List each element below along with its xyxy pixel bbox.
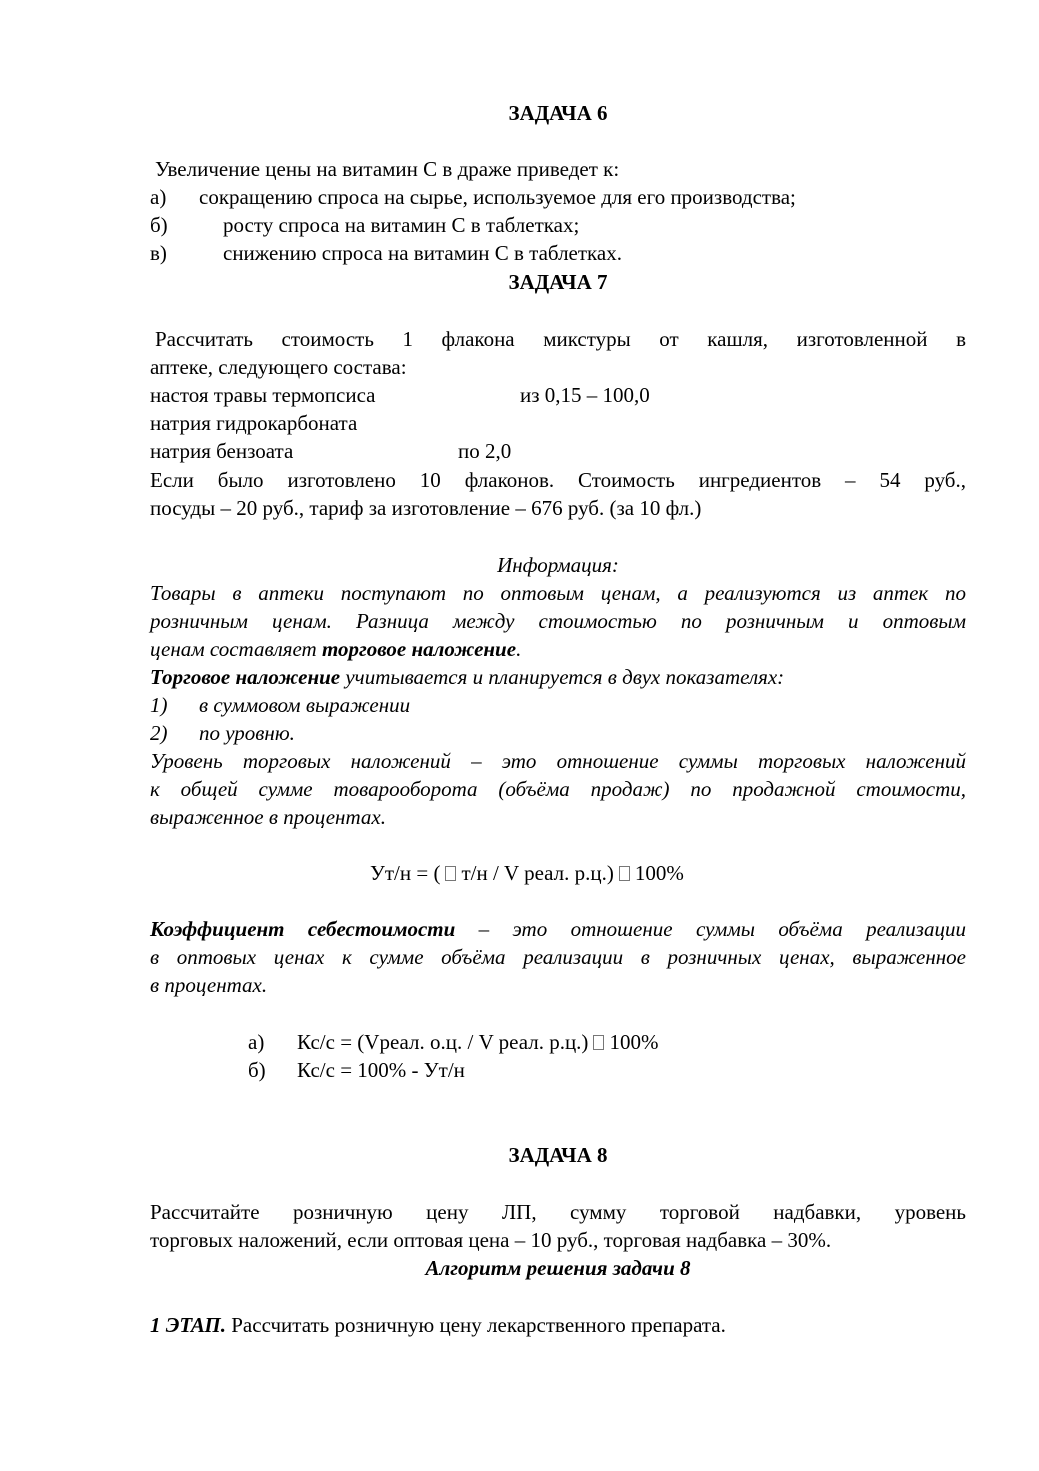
info-p4-line3: в процентах.	[150, 973, 268, 997]
formula-part: 100%	[609, 1030, 659, 1054]
task8-line1: Рассчитайте розничную цену ЛП, сумму торговой надбавки, уровень	[150, 1200, 966, 1224]
text-run: ценам составляет	[150, 637, 322, 661]
info-heading: Информация:	[497, 553, 619, 577]
formula-part: 100%	[634, 861, 684, 885]
formula-part: т/н / V реал. р.ц.)	[461, 861, 614, 885]
formula-body: Кс/с = 100% - Ут/н	[297, 1058, 465, 1082]
ingredient-name: настоя травы термопсиса	[150, 383, 376, 407]
option-text: росту спроса на витамин С в таблетках;	[223, 213, 580, 237]
sigma-symbol-icon	[445, 866, 456, 881]
list-text: по уровню.	[199, 721, 295, 745]
task7-line1: Рассчитать стоимость 1 флакона микстуры от кашля, изготовленной в	[155, 327, 966, 351]
task7-cost-line2: посуды – 20 руб., тариф за изготовление – 676 руб. (за 10 фл.)	[150, 496, 702, 520]
term-cost-coefficient: Коэффициент себестоимости	[150, 917, 456, 941]
ingredient-amount: из 0,15 – 100,0	[520, 383, 650, 407]
formula-level	[370, 859, 870, 887]
task8-line2: торговых наложений, если оптовая цена – 10 руб., торговая надбавка – 30%.	[150, 1228, 832, 1252]
stage-label: 1 ЭТАП.	[150, 1313, 226, 1337]
term-trade-markup: Торговое наложение	[150, 665, 341, 689]
task6-title: ЗАДАЧА 6	[508, 101, 608, 125]
option-text: сокращению спроса на сырье, используемое для его производства;	[199, 185, 796, 209]
info-p4-line1	[150, 915, 966, 943]
list-text: в суммовом выражении	[199, 693, 411, 717]
info-p1-line1: Товары в аптеки поступают по оптовым ценам, а реализуются из аптек по	[150, 581, 966, 605]
list-marker: 1)	[150, 693, 168, 717]
formula-part: Ут/н = (	[370, 861, 441, 885]
formula-marker: б)	[248, 1058, 266, 1082]
task8-stage1	[150, 1311, 966, 1339]
ingredient-amount: по 2,0	[458, 439, 512, 463]
ingredient-name: натрия гидрокарбоната	[150, 411, 358, 435]
info-p3-line1: Уровень торговых наложений – это отношение суммы торговых наложений	[150, 749, 966, 773]
info-p4-line2: в оптовых ценах к сумме объёма реализации в розничных ценах, выраженное	[150, 945, 966, 969]
task7-line2: аптеке, следующего состава:	[150, 355, 407, 379]
info-p2	[150, 663, 966, 691]
task8-algorithm-title: Алгоритм решения задачи 8	[425, 1256, 691, 1280]
option-marker: в)	[150, 241, 167, 265]
info-p3-line2: к общей сумме товарооборота (объёма продаж) по продажной стоимости,	[150, 777, 966, 801]
option-marker: б)	[150, 213, 168, 237]
ingredient-name: натрия бензоата	[150, 439, 294, 463]
multiply-symbol-icon	[619, 866, 630, 881]
info-p1-line2: розничным ценам. Разница между стоимостью по розничным и оптовым	[150, 609, 966, 633]
text-run: – это отношение суммы объёма реализации	[455, 917, 966, 941]
term-trade-markup: торговое наложение	[321, 637, 517, 661]
list-marker: 2)	[150, 721, 168, 745]
task6-question: Увеличение цены на витамин С в драже приведет к:	[155, 157, 620, 181]
multiply-symbol-icon	[593, 1035, 604, 1050]
info-p1-line3	[150, 635, 966, 663]
text-run: .	[516, 637, 522, 661]
task7-title: ЗАДАЧА 7	[508, 270, 608, 294]
formula-body	[297, 1028, 658, 1056]
formula-marker: а)	[248, 1030, 265, 1054]
stage-text: Рассчитать розничную цену лекарственного препарата.	[226, 1313, 726, 1337]
option-text: снижению спроса на витамин С в таблетках.	[223, 241, 622, 265]
formula-part: Кс/с = (Vреал. о.ц. / V реал. р.ц.)	[297, 1030, 589, 1054]
task8-title: ЗАДАЧА 8	[508, 1143, 608, 1167]
task7-cost-line1: Если было изготовлено 10 флаконов. Стоимость ингредиентов – 54 руб.,	[150, 468, 966, 492]
text-run: учитывается и планируется в двух показателях:	[340, 665, 785, 689]
option-marker: а)	[150, 185, 167, 209]
info-p3-line3: выраженное в процентах.	[150, 805, 386, 829]
